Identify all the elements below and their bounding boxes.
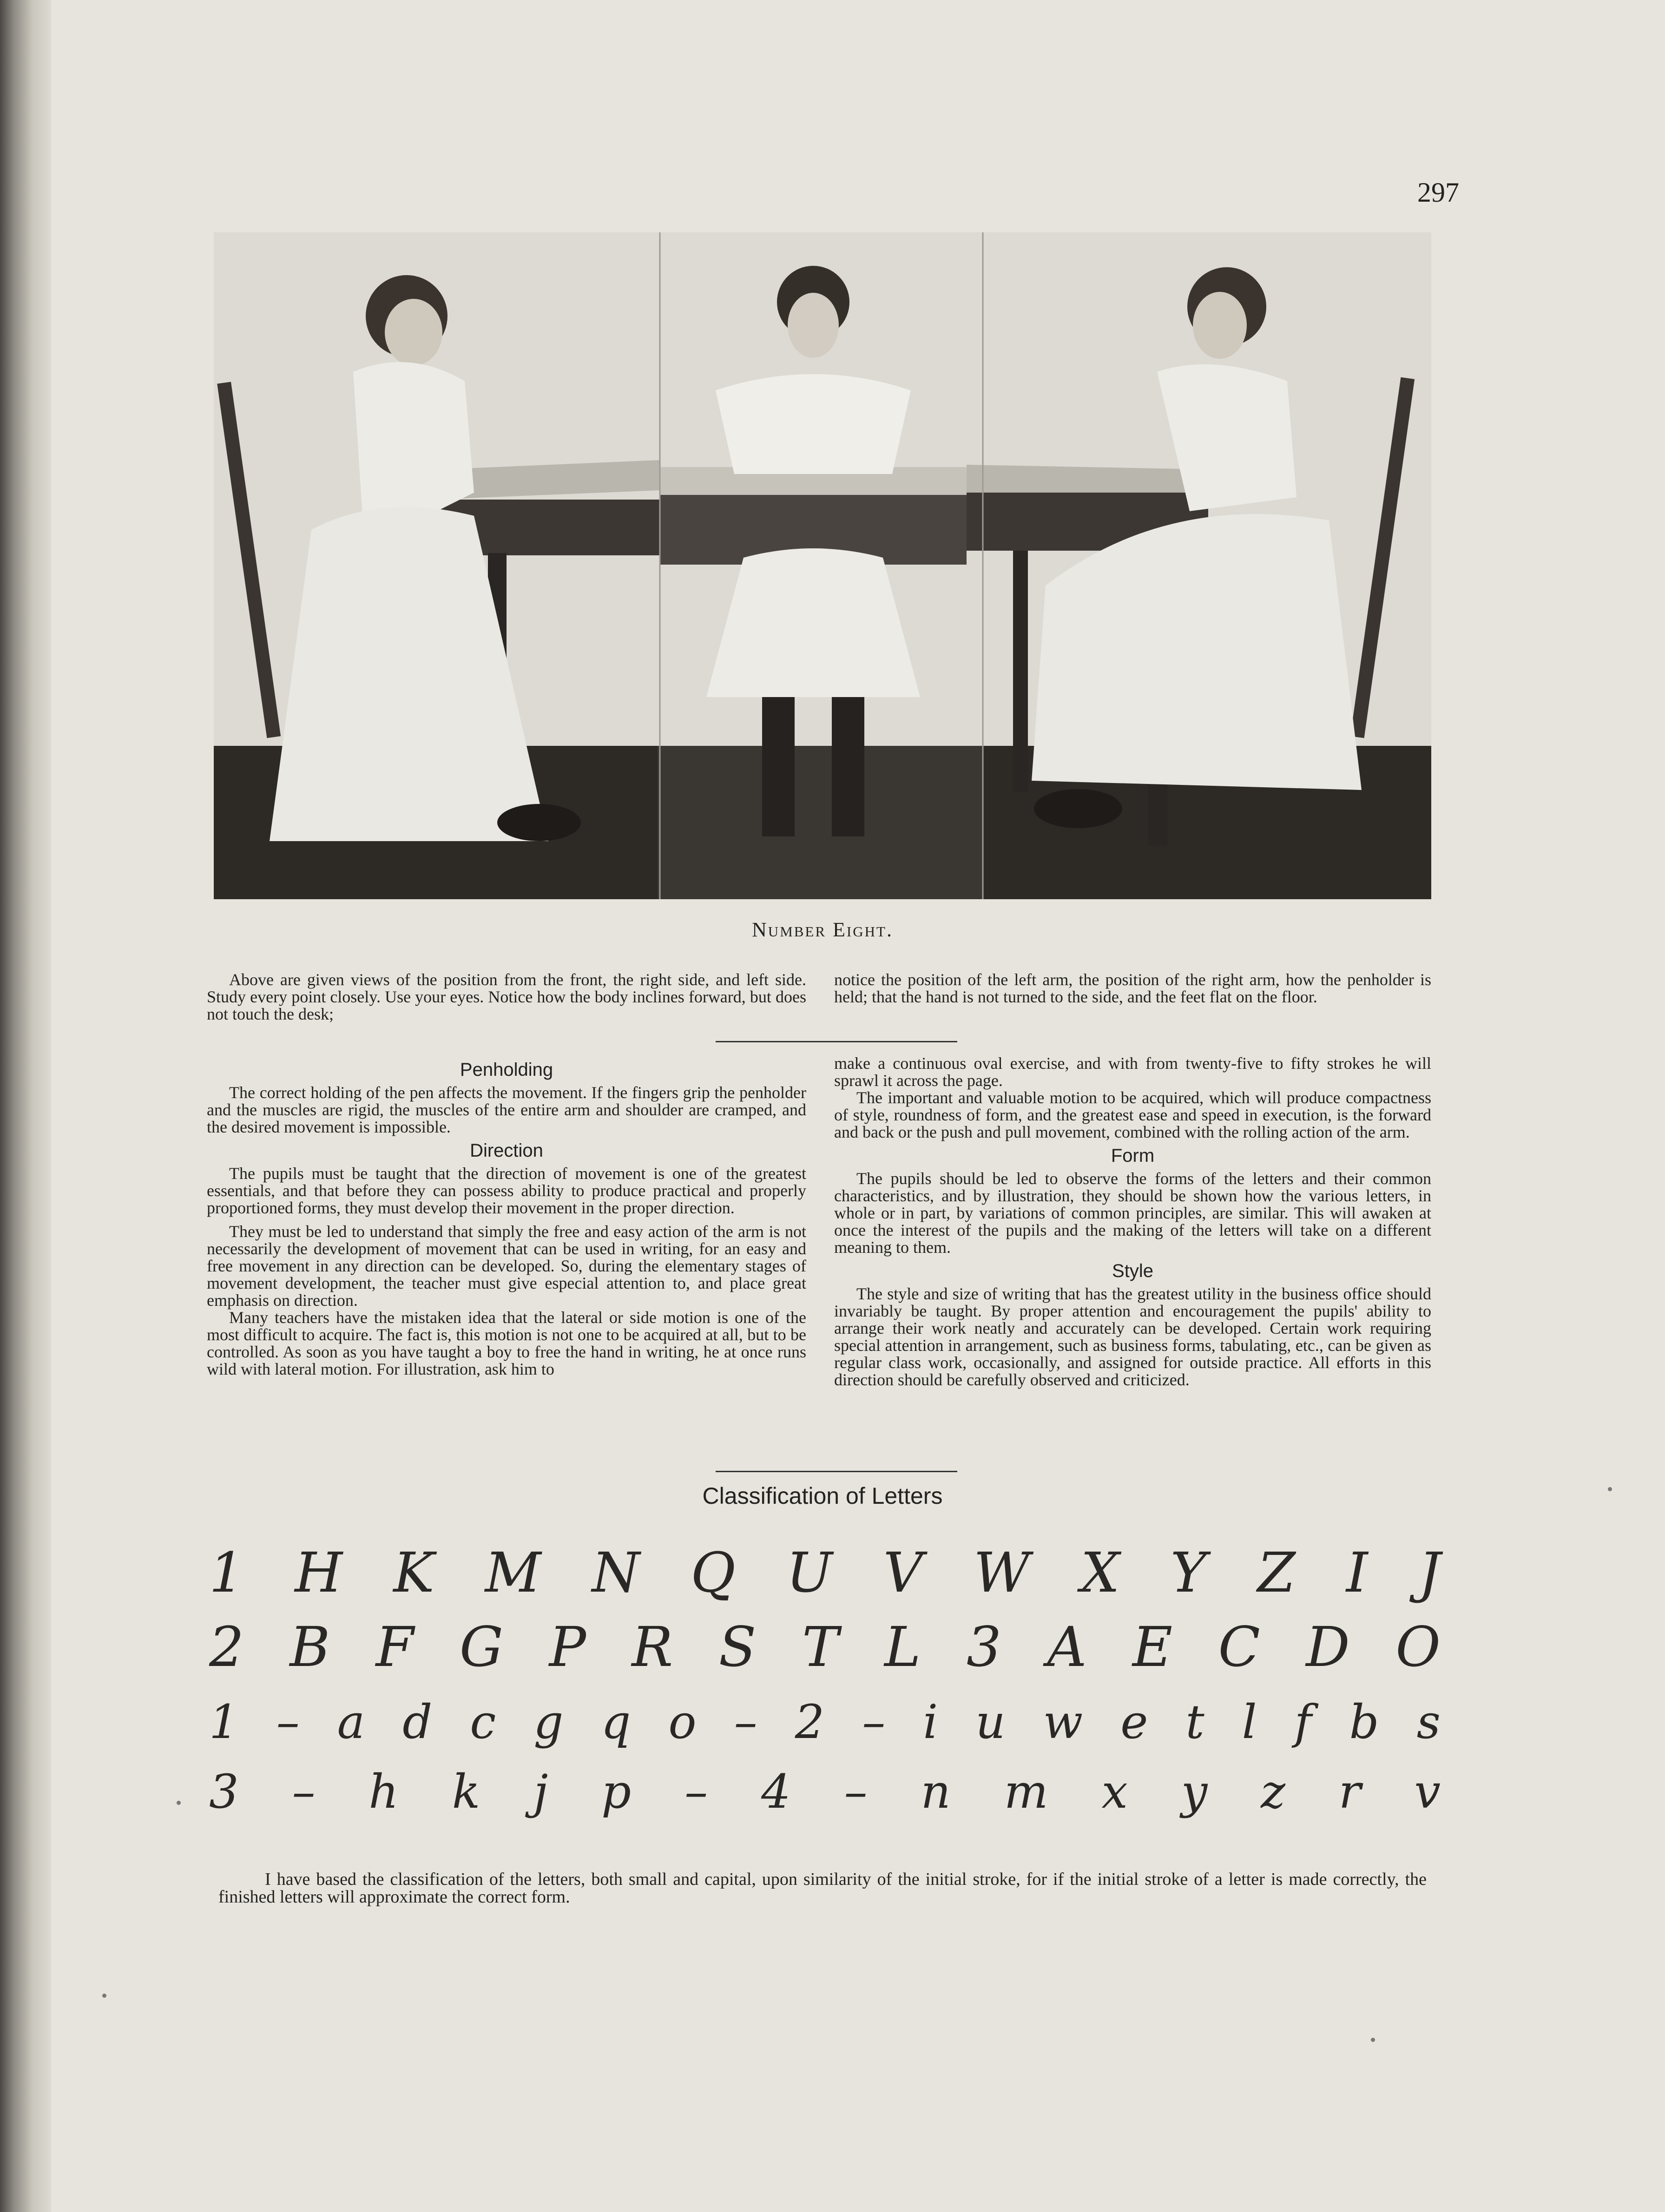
divider-rule (716, 1471, 957, 1472)
script-row-1: 1 H K M N Q U V W X Y Z I J (209, 1540, 1441, 1605)
intro-left-text: Above are given views of the position from the front, the right side, and left side. Study every point closely. Use your eyes. Notice how the body inclines forward, but does not touch the desk; (207, 970, 806, 1023)
posture-photograph (214, 232, 1431, 899)
paper-speck (177, 1801, 181, 1805)
book-gutter-shadow (0, 0, 51, 2212)
script-row-2: 2 B F G P R S T L 3 A E C D O (209, 1615, 1441, 1679)
paper-speck (102, 1994, 106, 1998)
paper-speck (1371, 2038, 1375, 2042)
heading-style: Style (1112, 1261, 1153, 1281)
page-number: 297 (1417, 177, 1459, 208)
paper-speck (1608, 1487, 1612, 1491)
heading-direction: Direction (470, 1140, 543, 1161)
intro-left-column (207, 971, 806, 1023)
paragraph-direction-3: Many teachers have the mistaken idea that the lateral or side motion is one of the most difficult to acquire. The fact is, this motion is not one to be acquired at all, but to be controlled. As soon as you have taught a boy to free the hand in writing, he at once runs wild with lateral motion. For illustration, ask him to (207, 1308, 806, 1378)
paragraph-direction-1: The pupils must be taught that the direction of movement is one of the greatest essentials, and that before they can possess ability to produce practical and properly proportioned forms, they must develop their movement in the proper direction. (207, 1164, 806, 1217)
paragraph-direction-2: They must be led to understand that simply the free and easy action of the arm is not necessarily the development of movement that can be used in writing, for an easy and free movement in any direction can be developed. So, during the elementary stages of movement development, the teacher must give especial attention to, and place great emphasis on direction. (207, 1222, 806, 1310)
photo-caption: Number Eight. (752, 918, 893, 941)
left-column (207, 1055, 806, 1378)
paragraph-penholding: The correct holding of the pen affects the movement. If the fingers grip the penholder and the muscles are rigid, the muscles of the entire arm and shoulder are cramped, and the desired movement is impossible. (207, 1083, 806, 1136)
heading-penholding: Penholding (460, 1060, 553, 1080)
script-row-4: 3 – h k j p – 4 – n m x y z r v (209, 1764, 1441, 1819)
classification-note-text: I have based the classification of the letters, both small and capital, upon similarity of the initial stroke, for if the initial stroke of a letter is made correctly, the finished letters will approximate the correct form. (218, 1870, 1427, 1907)
heading-form: Form (1111, 1146, 1155, 1166)
divider-rule (716, 1041, 957, 1042)
right-column (834, 1055, 1431, 1389)
script-row-3: 1 – a d c g q o – 2 – i u w e t l f b s (209, 1695, 1441, 1749)
classification-heading: Classification of Letters (702, 1483, 943, 1509)
intro-right-column (834, 971, 1431, 1006)
paragraph-direction-3-continued: make a continuous oval exercise, and with from twenty-five to fifty strokes he will sprawl it across the page. (834, 1054, 1431, 1090)
intro-right-text: notice the position of the left arm, the position of the right arm, how the penholder is held; that the hand is not turned to the side, and the feet flat on the floor. (834, 970, 1431, 1006)
paragraph-style: The style and size of writing that has the greatest utility in the business office should invariably be taught. By proper attention and encouragement the pupils' ability to arrange their work neatly and accurately can be developed. Certain work requiring special attention in arrangement, such as business forms, tabulating, etc., can be given as regular class work, occasionally, and assigned for outside practice. All efforts in this direction should be carefully observed and criticized. (834, 1284, 1431, 1389)
paragraph-direction-4: The important and valuable motion to be acquired, which will produce compactness of style, roundness of form, and the greatest ease and speed in execution, is the forward and back or the push and pull movement, combined with the rolling action of the arm. (834, 1088, 1431, 1141)
script-letter-specimens (204, 1524, 1450, 1831)
paragraph-form: The pupils should be led to observe the forms of the letters and their common characteristics, and by illustration, they should be shown how the various letters, in whole or in part, by variations of common principles, are similar. This will awaken at once the interest of the pupils and the making of the letters will take on a different meaning to them. (834, 1169, 1431, 1257)
classification-note (218, 1870, 1427, 1906)
